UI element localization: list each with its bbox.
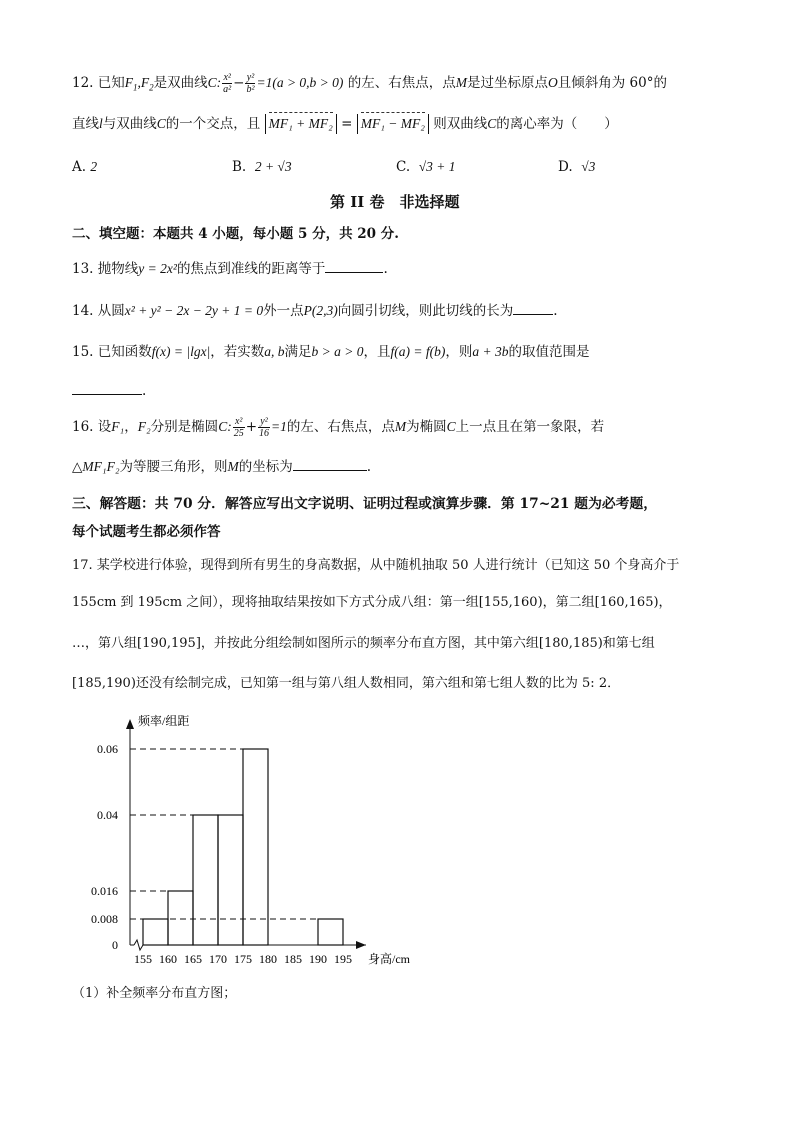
y-axis-arrow <box>126 719 134 729</box>
q12-eq: = <box>341 116 353 132</box>
x-tick-label: 190 <box>309 952 327 966</box>
q12-text-d: 是过坐标原点 <box>466 75 548 91</box>
q12-line2-b: 与双曲线 <box>102 116 157 132</box>
q15-blank-line: . <box>72 380 146 401</box>
q12-M: M <box>455 75 467 90</box>
x-tick-label: 165 <box>184 952 202 966</box>
part2-title: 第 II 卷 非选择题 <box>330 193 460 211</box>
q12-curve: C: <box>207 75 222 90</box>
x-tick-label: 170 <box>209 952 227 966</box>
q14: 14. 从圆x² + y² − 2x − 2y + 1 = 0外一点P(2,3)向圆引切线，则此切线的长为 . <box>72 300 558 321</box>
q16-frac-x: $\frac{\text{x²}}{25}$ <box>233 416 244 439</box>
x-tick-label: 160 <box>159 952 177 966</box>
q16-line2: △MF₁F₂为等腰三角形，则M的坐标为 . <box>72 456 371 477</box>
x-tick-label: 155 <box>134 952 152 966</box>
q12-text-e: 且倾斜角为 60°的 <box>557 75 667 91</box>
q17-line2: 155cm 到 195cm 之间），现将抽取结果按如下方式分成八组：第一组[155,160)，第二组[160,165)， <box>72 595 672 610</box>
q15: 15. 已知函数f(x) = |lgx|，若实数a, b满足b > a > 0，且f(a) = f(b)，则a + 3b的取值范围是 <box>72 344 590 360</box>
q12-text-b: 是双曲线 <box>153 75 208 91</box>
y-tick-label: 0.008 <box>91 912 118 926</box>
x-tick-label: 180 <box>259 952 277 966</box>
q12-text-a: 已知 <box>97 75 125 91</box>
histogram-bar <box>168 891 193 945</box>
section3-title-line1: 三、解答题：共 70 分．解答应写出文字说明、证明过程或演算步骤．第 17~21 题为必考题， <box>72 496 658 512</box>
q12-l: l <box>99 116 103 131</box>
q13-answer-blank[interactable] <box>325 258 383 273</box>
y-tick-label: 0.016 <box>91 884 118 898</box>
q12-f1f2: $F_1,F_2$ <box>124 75 154 93</box>
q12-option-b: B. 2 + √3 <box>232 159 292 175</box>
q17-line4: [185,190)还没有绘制完成，已知第一组与第八组人数相同，第六组和第七组人数的比为 5: 2． <box>72 676 621 691</box>
q12-vec-sum: MF₁ + MF₂ <box>265 114 337 134</box>
q15-answer-blank[interactable] <box>72 380 142 395</box>
q12-frac-x: $\frac{\text{x²}}{\text{a²}}$ <box>223 72 232 95</box>
y-tick-label: 0 <box>112 938 118 952</box>
q12-O: O <box>547 75 558 90</box>
section3-title-line2: 每个试题考生都必须作答 <box>72 524 221 540</box>
q14-answer-blank[interactable] <box>513 300 553 315</box>
q12-line2-e: 的离心率为（ ） <box>496 116 618 132</box>
q17-sub1: （1）补全频率分布直方图； <box>72 986 237 1001</box>
histogram-bar <box>218 815 243 945</box>
q12-cond: =1(a > 0,b > 0) <box>256 75 344 90</box>
q12-line2-a: 直线 <box>72 116 99 132</box>
q12-line2 <box>72 114 618 134</box>
q12-line2-d: 则双曲线 <box>433 116 488 132</box>
x-axis-label: 身高/cm <box>368 952 410 966</box>
q12-vec-diff: MF₁ − MF₂ <box>357 114 429 134</box>
x-tick-label: 175 <box>234 952 252 966</box>
q16-frac-y: $\frac{\text{y²}}{16}$ <box>259 416 269 439</box>
q12-text-c: 的左、右焦点，点 <box>347 75 456 91</box>
histogram-bar <box>193 815 218 945</box>
frequency-histogram <box>60 705 420 975</box>
q12-option-c: C. √3 + 1 <box>396 159 456 175</box>
x-tick-label: 195 <box>334 952 352 966</box>
x-tick-label: 185 <box>284 952 302 966</box>
histogram-bar <box>143 919 168 945</box>
q16-answer-blank[interactable] <box>293 456 367 471</box>
q16-line1: 16. 设F₁，F₂分别是椭圆C: $\frac{\text{x²}}{25}$ + $\frac{\text{y²}}{16}$ =1的左、右焦点，点M为椭圆C上一点且在第一象限，若 <box>72 416 605 439</box>
y-axis-label: 频率/组距 <box>138 714 190 728</box>
y-tick-label: 0.04 <box>97 808 118 822</box>
q12-option-d: D. √3 <box>558 159 596 175</box>
q12-C: C <box>156 116 166 131</box>
q17-line1: 17. 某学校进行体验，现得到所有男生的身高数据，从中随机抽取 50 人进行统计（已知这 50 个身高介于 <box>72 558 680 573</box>
q12-option-a: A. 2 <box>72 159 98 175</box>
q17-line3: …，第八组[190,195]，并按此分组绘制如图所示的频率分布直方图，其中第六组[180,185)和第七组 <box>72 636 655 651</box>
x-axis-arrow <box>356 941 366 949</box>
section2-title: 二、填空题：本题共 4 小题，每小题 5 分，共 20 分. <box>72 226 399 242</box>
q13: 13. 抛物线y = 2x²的焦点到准线的距离等于 . <box>72 258 388 279</box>
x-axis-break <box>134 940 143 950</box>
histogram-bar <box>318 919 343 945</box>
y-tick-label: 0.06 <box>97 742 118 756</box>
q12-C2: C <box>487 116 497 131</box>
histogram-bar <box>243 749 268 945</box>
q12-line1: 12. 已知$F_1,F_2$是双曲线C: $\frac{\text{x²}}{\text{a²}}$ − $\frac{\text{y²}}{\text{b²}}$ =1(a > 0,b > 0) 的左、右焦点，点M是过坐标原点O且倾斜角为 60°的 <box>72 72 667 95</box>
q12-number: 12. <box>72 75 94 91</box>
q12-line2-c: 的一个交点，且 <box>165 116 261 132</box>
q12-frac-y: $\frac{\text{y²}}{\text{b²}}$ <box>246 72 255 95</box>
